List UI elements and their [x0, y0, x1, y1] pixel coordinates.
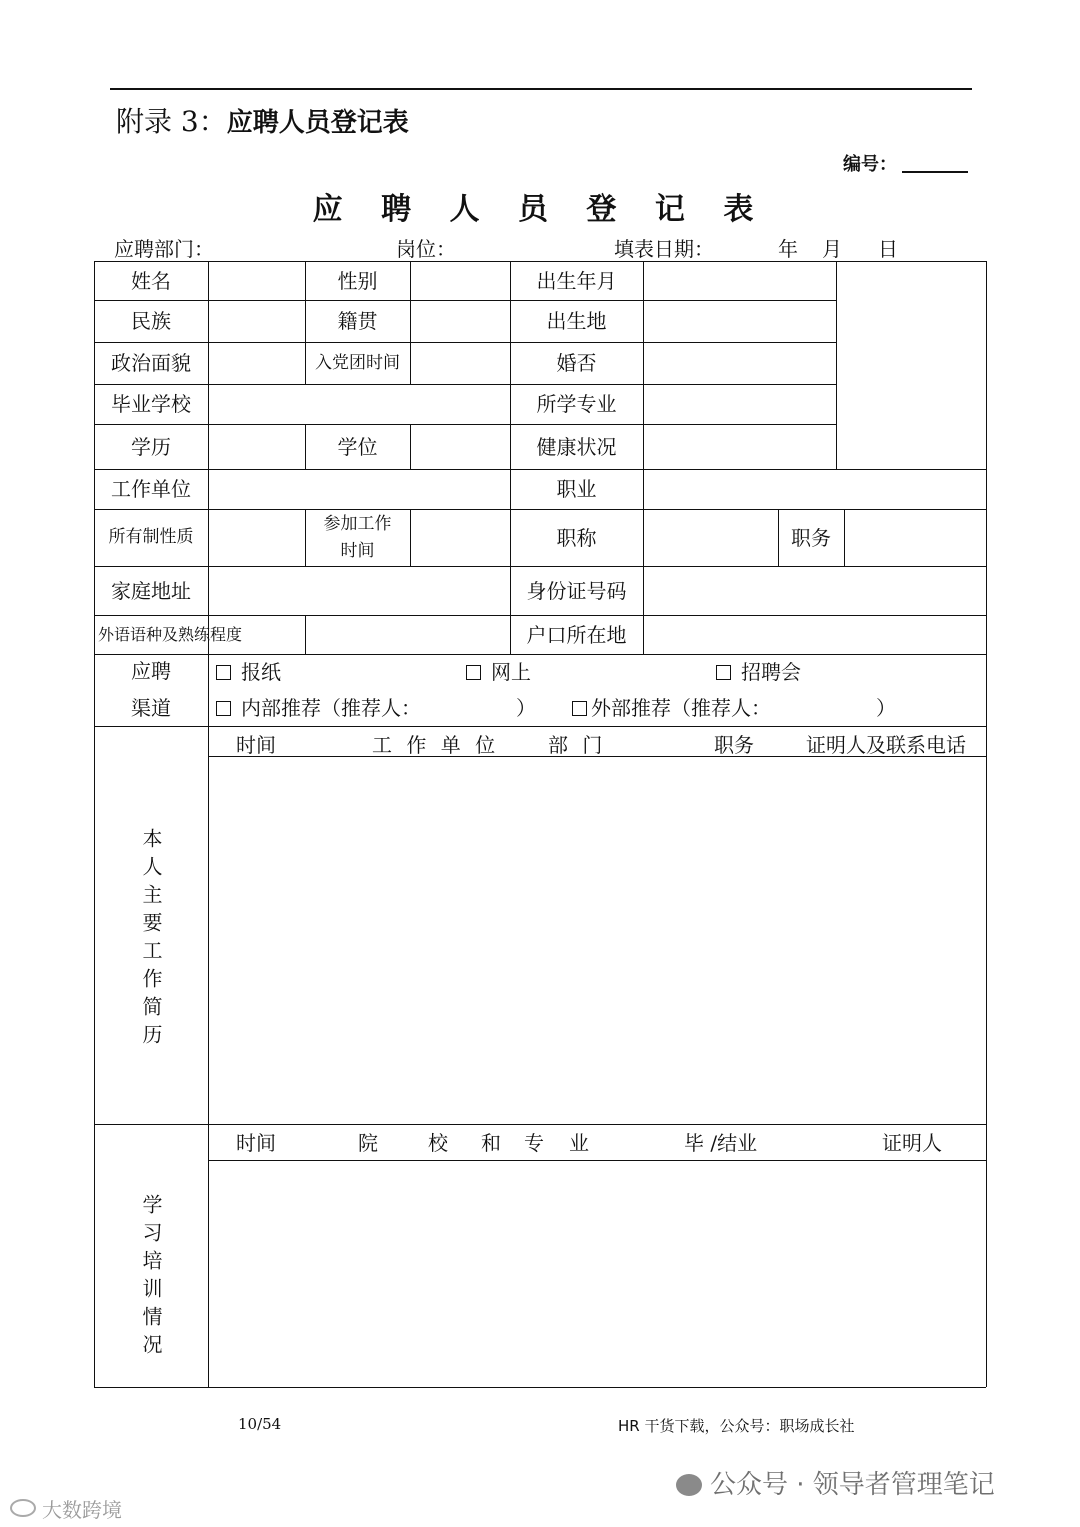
ethnicity-label: 民族 — [131, 309, 171, 333]
health-label: 健康状况 — [536, 434, 617, 459]
channel-online-label: 网上 — [491, 660, 531, 684]
edu-header-graduation: 毕 /结业 — [684, 1131, 758, 1155]
form-title: 应 聘 人 员 登 记 表 — [312, 192, 768, 227]
wechat-watermark-text: 公众号 · 领导者管理笔记 — [710, 1470, 995, 1500]
school-field[interactable] — [209, 385, 509, 423]
appendix-title: 应聘人员登记表 — [226, 108, 409, 138]
checkbox-icon[interactable] — [216, 665, 231, 680]
wechat-icon — [676, 1474, 702, 1496]
political-status-label: 政治面貌 — [111, 351, 191, 375]
channel-internal-label: 内部推荐（推荐人： — [241, 696, 421, 720]
external-close-paren: ） — [876, 696, 896, 720]
ethnicity-field[interactable] — [209, 301, 304, 341]
duty-field[interactable] — [845, 510, 985, 565]
major-field[interactable] — [644, 385, 835, 423]
duty-label: 职务 — [791, 525, 831, 550]
fill-date-label: 填表日期： — [614, 237, 714, 261]
political-status-field[interactable] — [209, 343, 304, 383]
ownership-label: 所有制性质 — [108, 527, 194, 548]
month-label: 月 — [822, 237, 842, 261]
work-start-field[interactable] — [411, 510, 509, 565]
wechat-watermark — [676, 1464, 995, 1501]
serial-number-field[interactable] — [902, 171, 968, 173]
work-history-header-duty: 职务 — [714, 733, 754, 757]
degree-field[interactable] — [411, 425, 509, 468]
marital-field[interactable] — [644, 343, 835, 383]
edu-header-char-4: 专 — [524, 1131, 544, 1155]
gender-label: 性别 — [337, 268, 378, 293]
work-history-header-employer: 工 作 单 位 — [372, 733, 500, 757]
checkbox-icon[interactable] — [466, 665, 481, 680]
channel-label: 应聘渠道 — [131, 659, 171, 720]
checkbox-icon[interactable] — [716, 665, 731, 680]
birthplace-label: 出生地 — [546, 309, 607, 333]
corner-watermark-text: 大数跨境 — [42, 1498, 122, 1522]
birth-date-field[interactable] — [644, 262, 835, 299]
language-field[interactable] — [306, 616, 509, 653]
work-start-label: 参加工作时间 — [323, 514, 392, 561]
day-label: 日 — [878, 237, 898, 261]
appendix-heading — [116, 100, 409, 140]
degree-label: 学位 — [337, 434, 378, 459]
gender-field[interactable] — [411, 262, 509, 299]
ownership-field[interactable] — [209, 510, 304, 565]
title-field[interactable] — [644, 510, 777, 565]
major-label: 所学专业 — [536, 392, 617, 416]
header-rule — [110, 88, 972, 90]
edu-header-time: 时间 — [236, 1131, 276, 1155]
channel-external-label: 外部推荐（推荐人： — [591, 696, 771, 720]
work-history-header-time: 时间 — [236, 733, 276, 757]
internal-close-paren: ） — [516, 696, 536, 720]
channel-newspaper-option[interactable] — [216, 656, 281, 685]
work-history-label: 本人主要工作简历 — [139, 828, 163, 1052]
employer-label: 工作单位 — [111, 477, 191, 501]
party-join-time-field[interactable] — [411, 343, 509, 383]
address-label: 家庭地址 — [111, 578, 191, 603]
occupation-field[interactable] — [644, 470, 985, 508]
work-history-header-department: 部 门 — [548, 733, 607, 757]
edu-header-char-1: 院 — [358, 1131, 378, 1155]
brand-logo-icon — [10, 1499, 36, 1517]
employer-field[interactable] — [209, 470, 509, 508]
title-label: 职称 — [556, 525, 597, 550]
edu-header-char-3: 和 — [481, 1131, 501, 1155]
birth-date-label: 出生年月 — [536, 268, 617, 293]
id-number-field[interactable] — [644, 567, 985, 614]
appendix-prefix: 附录 3： — [116, 105, 227, 138]
corner-watermark — [10, 1494, 122, 1523]
department-label: 应聘部门： — [114, 237, 214, 261]
channel-job-fair-label: 招聘会 — [741, 660, 801, 684]
education-field[interactable] — [209, 425, 304, 468]
education-history-label: 学习培训情况 — [139, 1193, 163, 1362]
native-place-label: 籍贯 — [337, 309, 378, 333]
page-number: 10/54 — [238, 1415, 282, 1433]
language-label: 外语语种及熟练程度 — [98, 624, 243, 644]
channel-job-fair-option[interactable] — [716, 656, 801, 685]
occupation-label: 职业 — [556, 477, 597, 501]
edu-header-char-5: 业 — [569, 1131, 589, 1155]
checkbox-icon[interactable] — [572, 701, 587, 716]
position-label: 岗位： — [396, 237, 456, 261]
photo-area[interactable] — [838, 263, 984, 467]
school-label: 毕业学校 — [111, 392, 191, 416]
birthplace-field[interactable] — [644, 301, 835, 341]
party-join-time-label: 入党团时间 — [315, 352, 400, 373]
health-field[interactable] — [644, 425, 835, 468]
channel-internal-option[interactable] — [216, 692, 421, 721]
hukou-label: 户口所在地 — [526, 622, 627, 647]
education-label: 学历 — [131, 434, 171, 459]
name-field[interactable] — [209, 262, 304, 299]
footer-source: HR 干货下载，公众号：职场成长社 — [618, 1417, 855, 1435]
work-history-header-reference: 证明人及联系电话 — [806, 733, 966, 757]
edu-header-reference: 证明人 — [882, 1131, 942, 1155]
channel-online-option[interactable] — [466, 656, 531, 685]
marital-label: 婚否 — [556, 351, 597, 375]
name-label: 姓名 — [131, 268, 171, 293]
hukou-field[interactable] — [644, 616, 985, 653]
education-history-entry-area[interactable] — [209, 1161, 985, 1386]
channel-newspaper-label: 报纸 — [241, 660, 281, 684]
channel-external-option[interactable] — [572, 692, 771, 721]
address-field[interactable] — [209, 567, 509, 614]
id-number-label: 身份证号码 — [526, 578, 627, 603]
edu-header-char-2: 校 — [428, 1131, 448, 1155]
checkbox-icon[interactable] — [216, 701, 231, 716]
serial-number-label: 编号： — [843, 154, 897, 175]
year-label: 年 — [778, 237, 798, 261]
work-history-entry-area[interactable] — [209, 757, 985, 1123]
native-place-field[interactable] — [411, 301, 509, 341]
